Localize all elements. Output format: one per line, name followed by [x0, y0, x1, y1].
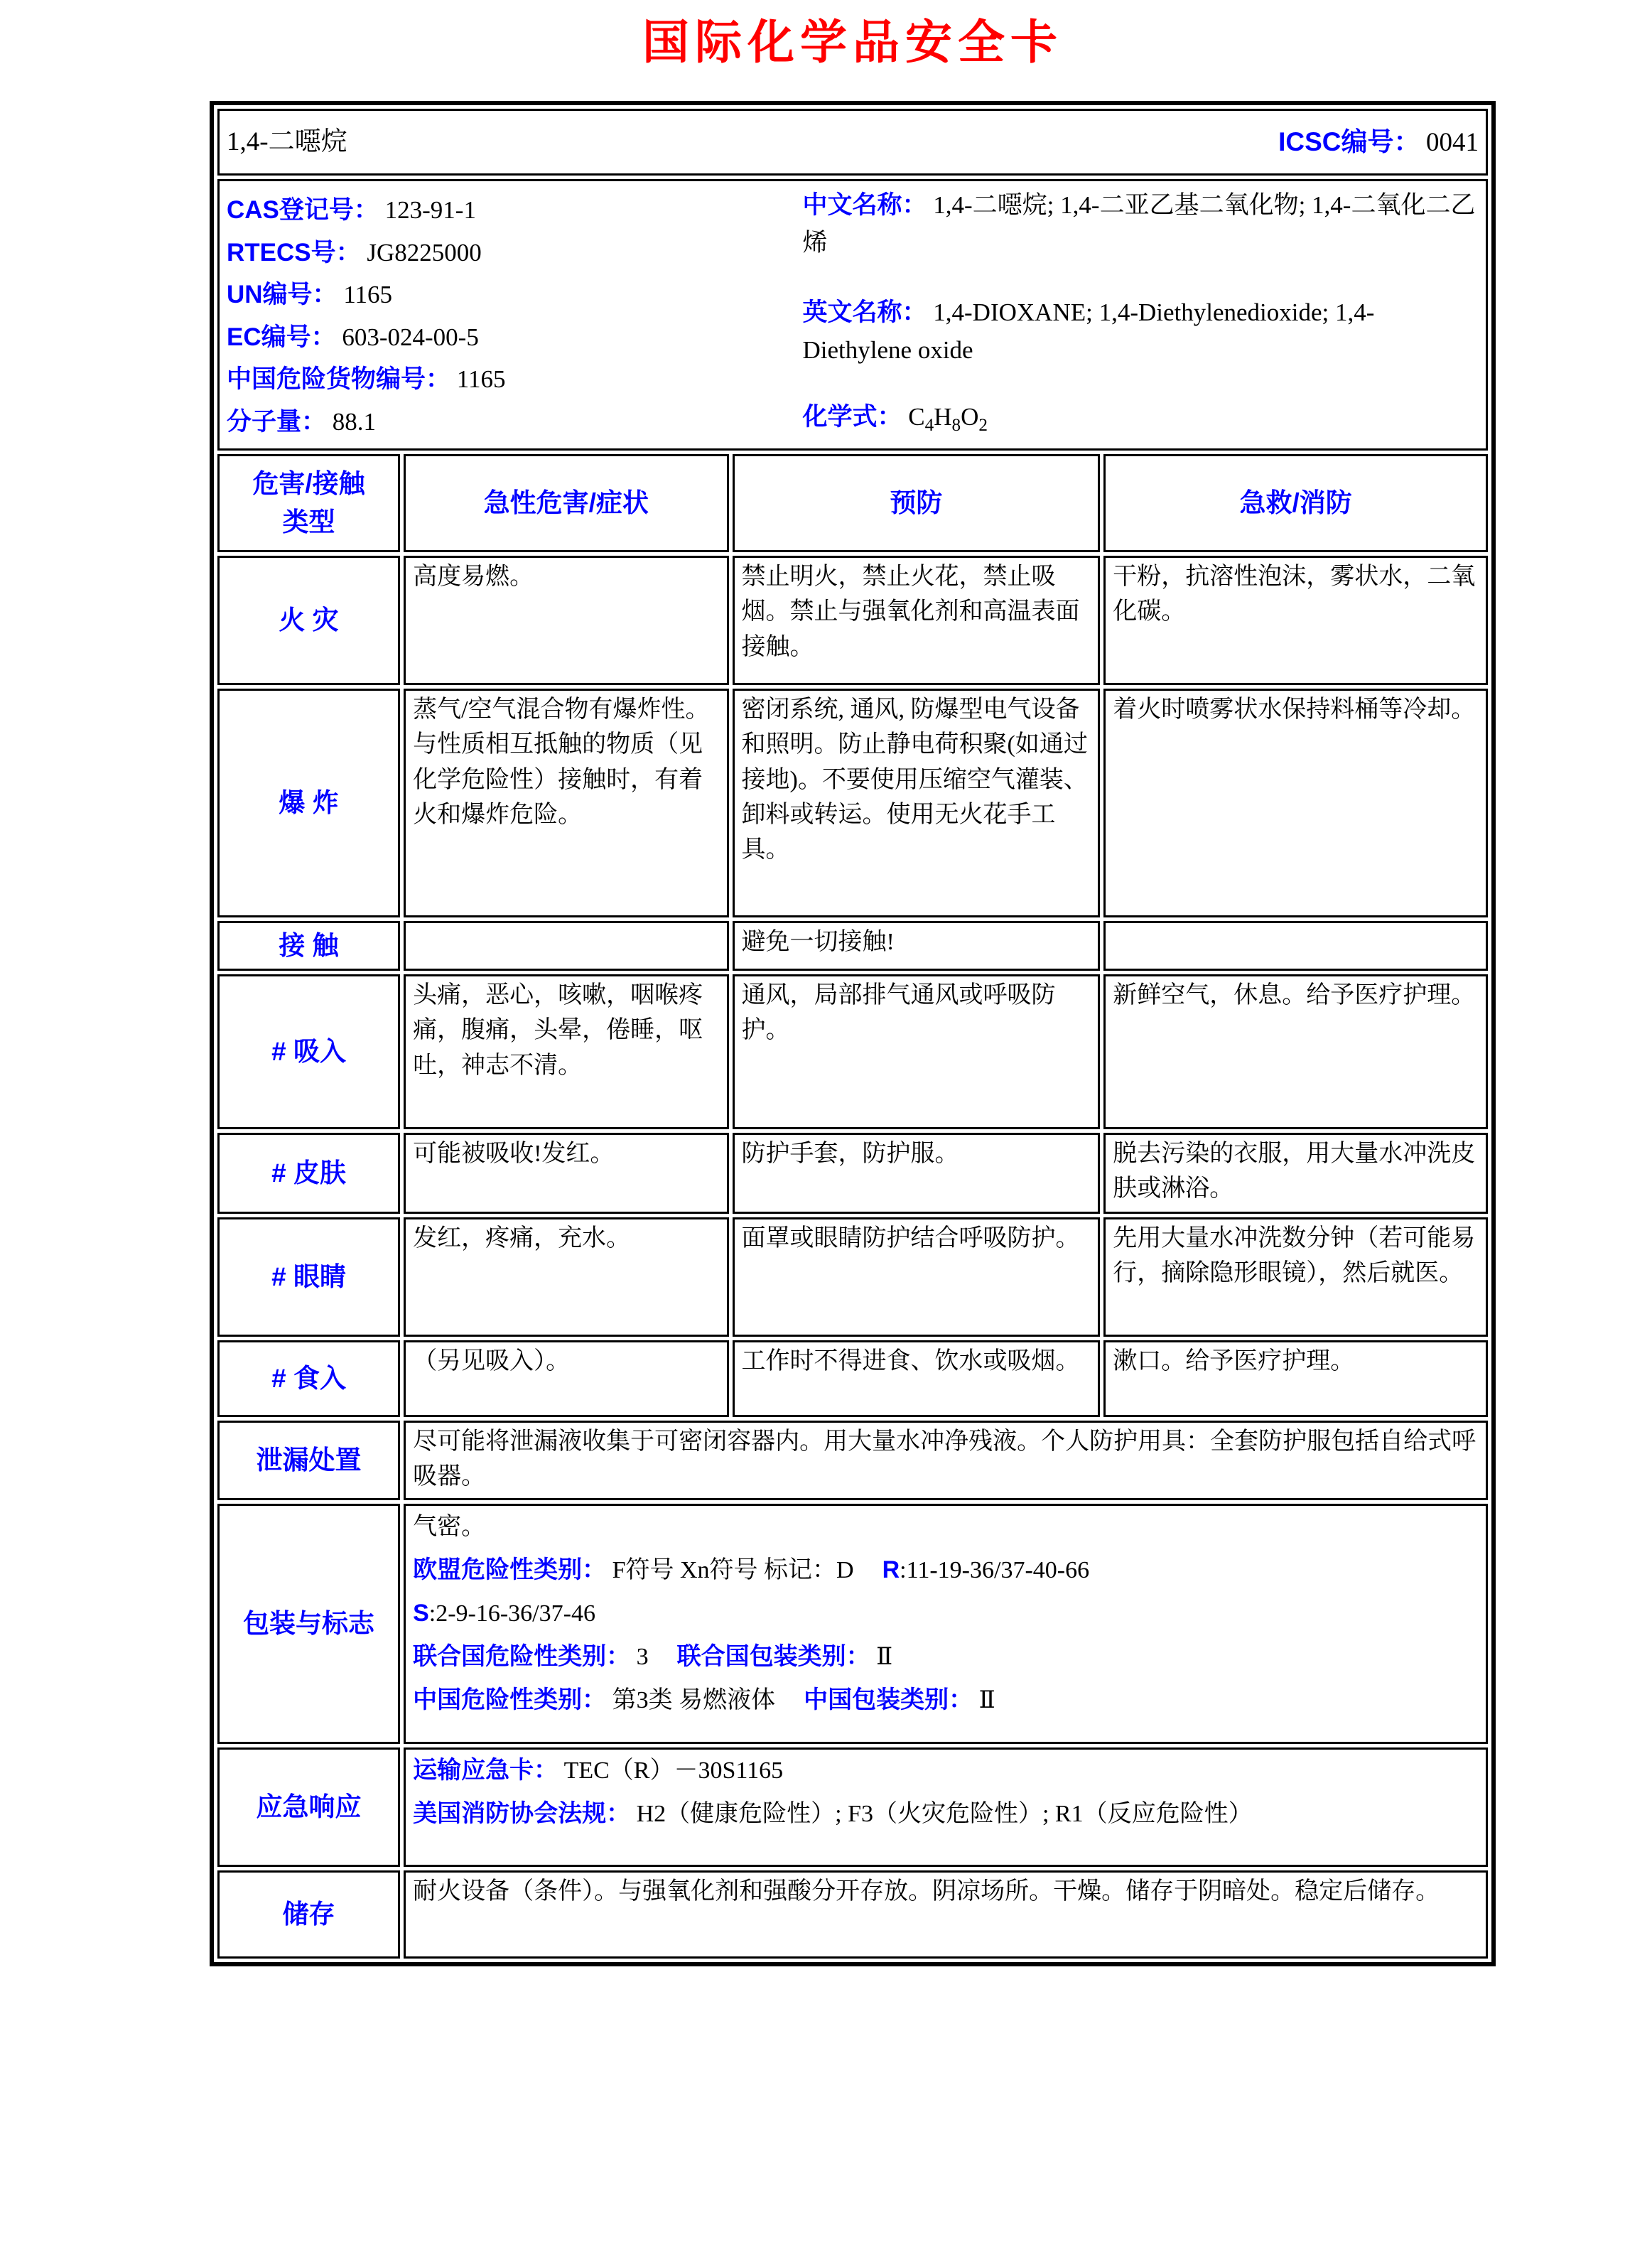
spill-label-cell: 泄漏处置 [217, 1421, 400, 1500]
explosion-prevention-cell: 密闭系统, 通风, 防爆型电气设备和照明。防止静电荷积聚(如通过接地)。不要使用压缩空气灌装、卸料或转运。使用无火花手工具。 [733, 689, 1101, 917]
fire-symptoms-cell: 高度易燃。 [404, 556, 728, 685]
cas-label: CAS登记号： [227, 196, 379, 224]
explosion-first-aid-cell: 着火时喷雾状水保持料桶等冷却。 [1103, 689, 1488, 917]
eye-prevention-cell: 面罩或眼睛防护结合呼吸防护。 [733, 1217, 1101, 1337]
english-name-label: 英文名称： [802, 298, 927, 326]
ingestion-row [217, 1340, 1488, 1417]
chinese-name-label: 中文名称： [802, 191, 927, 219]
un-class-value: 3 [636, 1644, 649, 1670]
skin-symptoms-cell: 可能被吸收!发红。 [404, 1133, 728, 1214]
spill-text-cell: 尽可能将泄漏液收集于可密闭容器内。用大量水冲净残液。个人防护用具：全套防护服包括自给式呼吸器。 [404, 1421, 1488, 1500]
cn-pack-value: Ⅱ [978, 1687, 995, 1713]
ingestion-symptoms-cell: （另见吸入）。 [404, 1340, 728, 1417]
packaging-un-line [413, 1639, 1479, 1675]
icsc-number-group [1278, 123, 1479, 162]
storage-text-cell: 耐火设备（条件）。与强氧化剂和强酸分开存放。阴凉场所。干燥。储存于阴暗处。稳定后储存。 [404, 1870, 1488, 1959]
ingestion-prevention-cell: 工作时不得进食、饮水或吸烟。 [733, 1340, 1101, 1417]
tec-value: TEC（R）－30S1165 [563, 1757, 784, 1784]
eye-first-aid-cell: 先用大量水冲洗数分钟（若可能易行，摘除隐形眼镜），然后就医。 [1103, 1217, 1488, 1337]
formula-label: 化学式： [802, 403, 902, 431]
rtecs-number-line [227, 235, 803, 272]
inhalation-type-cell: # 吸入 [217, 974, 400, 1129]
names-block [803, 187, 1479, 446]
molecular-weight-value: 88.1 [332, 407, 377, 436]
eye-row [217, 1217, 1488, 1337]
cn-pack-label: 中国包装类别： [804, 1686, 973, 1713]
eu-class-label: 欧盟危险性类别： [413, 1556, 607, 1583]
contact-row [217, 921, 1488, 971]
skin-first-aid-cell: 脱去污染的衣服，用大量水冲洗皮肤或淋浴。 [1103, 1133, 1488, 1214]
emergency-text-cell [404, 1747, 1488, 1867]
chinese-name-line [803, 187, 1479, 262]
packaging-eu-line [413, 1552, 1479, 1588]
ingestion-first-aid-cell: 漱口。给予医疗护理。 [1103, 1340, 1488, 1417]
chinese-name-value: 1,4-二噁烷; 1,4-二亚乙基二氧化物; 1,4-二氧化二乙烯 [802, 191, 1476, 257]
cn-class-label: 中国危险性类别： [413, 1686, 607, 1713]
rtecs-label: RTECS号： [227, 238, 361, 266]
english-name-line [803, 294, 1479, 369]
storage-row [217, 1870, 1488, 1959]
rtecs-value: JG8225000 [367, 238, 482, 266]
packaging-airtight-line: 气密。 [413, 1514, 486, 1540]
contact-type-cell: 接 触 [217, 921, 400, 971]
fire-row [217, 556, 1488, 685]
tec-label: 运输应急卡： [413, 1757, 558, 1784]
formula-line [803, 399, 1479, 439]
ec-number-line [227, 319, 803, 357]
storage-label-cell: 储存 [217, 1870, 400, 1959]
inhalation-row [217, 974, 1488, 1129]
china-dg-label: 中国危险货物编号： [227, 365, 451, 393]
cas-number-line [227, 192, 803, 230]
page-title: 国际化学品安全卡 [642, 16, 1063, 68]
ec-value: 603-024-00-5 [342, 323, 479, 351]
card-title-row [217, 109, 1488, 176]
identifier-cell [217, 179, 1488, 451]
emergency-label-cell: 应急响应 [217, 1747, 400, 1867]
skin-type-cell: # 皮肤 [217, 1133, 400, 1214]
molecular-weight-label: 分子量： [227, 407, 327, 436]
un-label: UN编号： [227, 281, 338, 308]
icsc-card [210, 101, 1496, 1966]
nfpa-label: 美国消防协会法规： [413, 1800, 631, 1827]
s-phrases-label: S [413, 1600, 429, 1627]
cas-value: 123-91-1 [384, 196, 476, 224]
nfpa-value: H2（健康危险性）; F3（火灾危险性）; R1（反应危险性） [636, 1801, 1253, 1827]
spill-row [217, 1421, 1488, 1500]
emergency-row [217, 1747, 1488, 1867]
fire-type-cell: 火 灾 [217, 556, 400, 685]
icsc-label: ICSC编号： [1278, 126, 1420, 156]
inhalation-prevention-cell: 通风，局部排气通风或呼吸防护。 [733, 974, 1101, 1129]
contact-symptoms-cell [404, 921, 728, 971]
molecular-weight-line [227, 404, 803, 441]
identifier-list [227, 187, 803, 446]
chemical-formula: $C_4H_8O_2$ [908, 403, 988, 435]
icsc-number: 0041 [1426, 127, 1479, 157]
header-first-aid: 急救/消防 [1103, 454, 1488, 552]
packaging-row [217, 1504, 1488, 1744]
header-prevention: 预防 [733, 454, 1101, 552]
r-phrases-label: R [882, 1556, 900, 1583]
ec-label: EC编号： [227, 323, 336, 351]
english-name-value: 1,4-DIOXANE; 1,4-Diethylenedioxide; 1,4-Diethylene oxide [802, 298, 1375, 364]
header-hazard-type: 危害/接触 类型 [217, 454, 400, 552]
china-dg-number-line [227, 361, 803, 399]
skin-row [217, 1133, 1488, 1214]
nfpa-line [413, 1796, 1479, 1832]
card-title-cell [217, 109, 1488, 176]
ingestion-type-cell: # 食入 [217, 1340, 400, 1417]
eu-class-value: F符号 Xn符号 标记：D [612, 1557, 854, 1583]
skin-prevention-cell: 防护手套，防护服。 [733, 1133, 1101, 1214]
tec-line [413, 1752, 1479, 1789]
eye-symptoms-cell: 发红，疼痛，充水。 [404, 1217, 728, 1337]
s-phrases-value: :2-9-16-36/37-46 [428, 1600, 595, 1627]
hazard-header-row [217, 454, 1488, 552]
china-dg-value: 1165 [456, 365, 506, 393]
r-phrases-value: :11-19-36/37-40-66 [900, 1557, 1090, 1583]
un-class-label: 联合国危险性类别： [413, 1643, 631, 1670]
un-pack-label: 联合国包装类别： [676, 1643, 870, 1670]
un-number-line [227, 276, 803, 314]
inhalation-first-aid-cell: 新鲜空气，休息。给予医疗护理。 [1103, 974, 1488, 1129]
chemical-name: 1,4-二噁烷 [227, 127, 347, 157]
explosion-symptoms-cell: 蒸气/空气混合物有爆炸性。与性质相互抵触的物质（见化学危险性）接触时，有着火和爆炸危险。 [404, 689, 728, 917]
cn-class-value: 第3类 易燃液体 [612, 1687, 776, 1713]
inhalation-symptoms-cell: 头痛，恶心，咳嗽，咽喉疼痛，腹痛，头晕，倦睡，呕吐，神志不清。 [404, 974, 728, 1129]
packaging-cn-line [413, 1682, 1479, 1718]
fire-prevention-cell: 禁止明火，禁止火花，禁止吸烟。禁止与强氧化剂和高温表面接触。 [733, 556, 1101, 685]
fire-first-aid-cell: 干粉，抗溶性泡沫，雾状水，二氧化碳。 [1103, 556, 1488, 685]
un-pack-value: Ⅱ [876, 1644, 893, 1670]
header-acute-symptoms: 急性危害/症状 [404, 454, 728, 552]
explosion-type-cell: 爆 炸 [217, 689, 400, 917]
un-value: 1165 [343, 281, 393, 308]
contact-prevention-cell: 避免一切接触! [733, 921, 1101, 971]
identifier-row [217, 179, 1488, 451]
packaging-label-cell: 包装与标志 [217, 1504, 400, 1744]
contact-first-aid-cell [1103, 921, 1488, 971]
packaging-text-cell [404, 1504, 1488, 1744]
packaging-s-line [413, 1595, 1479, 1632]
eye-type-cell: # 眼睛 [217, 1217, 400, 1337]
explosion-row [217, 689, 1488, 917]
